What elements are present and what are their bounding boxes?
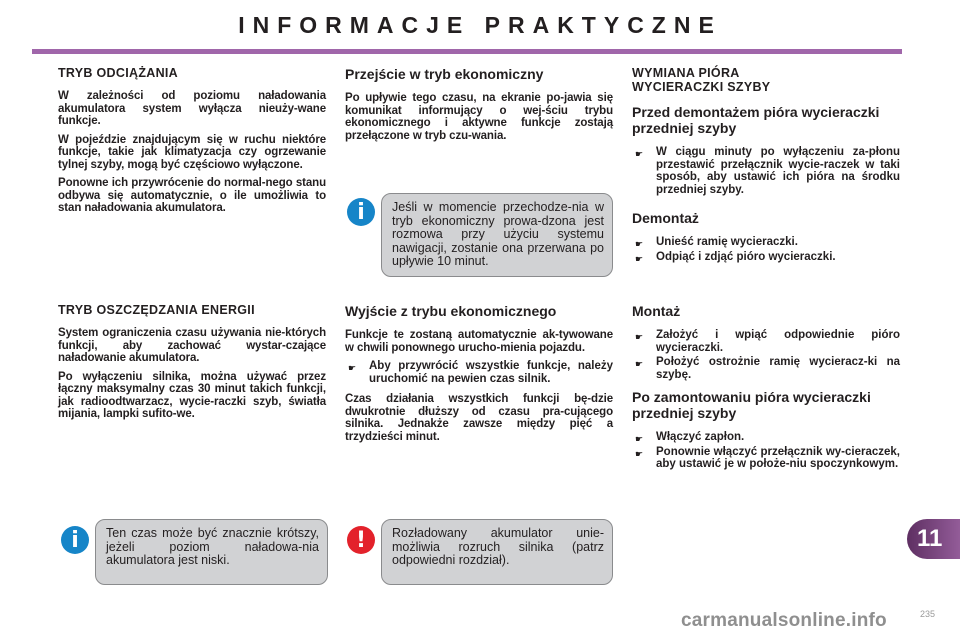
info-note-box: Jeśli w momencie przechodze-nia w tryb ekonomiczny prowa-dzona jest rozmowa przy użyciu systemu nawigacji, zostanie ona przerwana po upływie 10 minut. <box>381 193 613 277</box>
paragraph: Czas działania wszystkich funkcji bę-dzie dwukrotnie dłuższy od czasu pra-cującego silnika. Jednakże zawsze między pięć a trzydzieści minut. <box>345 393 613 443</box>
paragraph: W pojeździe znajdującym się w ruchu niektóre funkcje, takie jak klimatyzacja czy ogrzewanie tylnej szyby, mogą być częściowo wyłączone. <box>58 133 326 171</box>
paragraph: Ponowne ich przywrócenie do normal-nego stanu odbywa się automatycznie, o ile umożliwia to stan naładowania akumulatora. <box>58 177 326 214</box>
section-heading: WYMIANA PIÓRA WYCIERACZKI SZYBY <box>632 66 771 94</box>
list-item: ☛ Unieść ramię wycieraczki. <box>635 236 798 249</box>
info-icon: i <box>61 526 89 554</box>
list-item: ☛ W ciągu minuty po wyłączeniu za-płonu przestawić przełącznik wycie-raczek w taki sposób, aby ustawić ich pióra na środku przedniej szyby. <box>635 146 900 196</box>
bullet-list <box>632 146 900 196</box>
list-item: ☛ Ponownie włączyć przełącznik wy-cieraczek, aby ustawić je w położe-niu spoczynkowym. <box>635 445 900 470</box>
pointing-hand-icon: ☛ <box>635 253 644 264</box>
section-heading: TRYB ODCIĄŻANIA <box>58 66 179 80</box>
chapter-tab: 11 <box>907 519 960 559</box>
subsection-heading: Montaż <box>632 303 681 319</box>
pointing-hand-icon: ☛ <box>635 434 644 444</box>
bullet-list <box>632 329 900 381</box>
paragraph: Funkcje te zostaną automatycznie ak-tywowane w chwili ponownego urucho-mienia pojazdu. <box>345 329 613 354</box>
title-divider <box>32 49 902 54</box>
column-1-lower <box>58 303 326 427</box>
column-3 <box>632 66 900 271</box>
pointing-hand-icon: ☛ <box>635 239 644 249</box>
subsection-heading: Przed demontażem pióra wycieraczki przedniej szyby <box>632 104 880 136</box>
pointing-hand-icon: ☛ <box>635 332 644 342</box>
section-heading: Przejście w tryb ekonomiczny <box>345 66 544 82</box>
paragraph: System ograniczenia czasu używania nie-których funkcji, aby zachować wystar-czające naładowanie akumulatora. <box>58 327 326 364</box>
section-heading: TRYB OSZCZĘDZANIA ENERGII <box>58 303 255 317</box>
page-title: INFORMACJE PRAKTYCZNE <box>238 12 722 38</box>
bullet-list <box>345 360 613 385</box>
bullet-list <box>632 431 900 471</box>
subsection-heading: Demontaż <box>632 210 699 226</box>
column-1 <box>58 66 326 221</box>
pointing-hand-icon: ☛ <box>635 448 644 459</box>
column-3-lower <box>632 303 900 479</box>
pointing-hand-icon: ☛ <box>348 363 357 373</box>
column-2-lower <box>345 303 613 449</box>
paragraph: Po upływie tego czasu, na ekranie po-jawia się komunikat informujący o wej-ściu trybu ekonomicznego i aktywne funkcje zostają przełączone w tryb czu-wania. <box>345 92 613 142</box>
warning-note-box: Rozładowany akumulator unie-możliwia rozruch silnika (patrz odpowiedni rozdział). <box>381 519 613 585</box>
list-item: ☛ Włączyć zapłon. <box>635 431 745 444</box>
watermark: carmanualsonline.info <box>681 610 887 631</box>
list-item: ☛ Założyć i wpiąć odpowiednie pióro wycieraczki. <box>635 329 900 354</box>
info-note-box: Ten czas może być znacznie krótszy, jeżeli poziom naładowa-nia akumulatora jest niski. <box>95 519 328 585</box>
paragraph: W zależności od poziomu naładowania akumulatora system wyłącza nieuży-wane funkcje. <box>58 90 326 127</box>
list-item: ☛ Aby przywrócić wszystkie funkcje, należy uruchomić na pewien czas silnik. <box>348 360 613 385</box>
paragraph: Po wyłączeniu silnika, można używać przez łączny maksymalny czas 30 minut takich funkcji, jak radioodtwarzacz, wycie-raczki szyb, światła mijania, lampki sufito-we. <box>58 370 326 420</box>
bullet-list <box>632 236 900 263</box>
list-item: ☛ Odpiąć i zdjąć pióro wycieraczki. <box>635 250 836 264</box>
pointing-hand-icon: ☛ <box>635 359 644 369</box>
page-number: 235 <box>920 609 936 619</box>
column-2 <box>345 66 613 148</box>
info-icon: i <box>347 198 375 226</box>
pointing-hand-icon: ☛ <box>635 149 644 159</box>
section-heading: Wyjście z trybu ekonomicznego <box>345 303 557 319</box>
subsection-heading: Po zamontowaniu pióra wycieraczki przedniej szyby <box>632 389 871 421</box>
list-item: ☛ Położyć ostrożnie ramię wycieracz-ki na szybę. <box>635 356 900 381</box>
warning-icon: ! <box>347 526 375 554</box>
